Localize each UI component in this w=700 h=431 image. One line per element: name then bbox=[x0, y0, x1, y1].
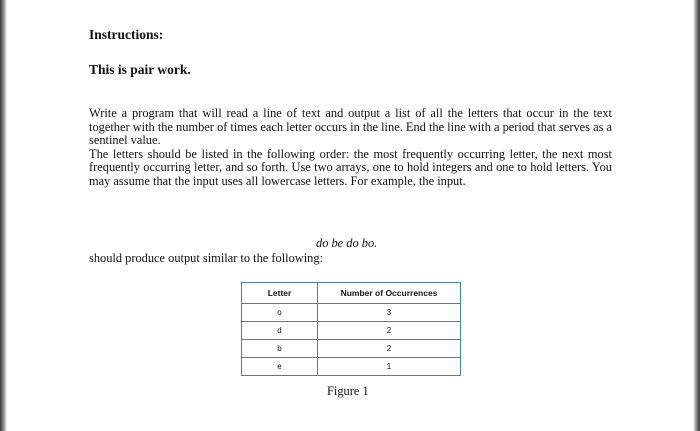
followup-text: should produce output similar to the following: bbox=[89, 251, 324, 265]
count-cell: 3 bbox=[318, 304, 461, 322]
table-row bbox=[242, 340, 461, 358]
table-row bbox=[242, 358, 461, 376]
letter-cell: e bbox=[242, 358, 318, 376]
example-input: do be do bo. bbox=[316, 236, 378, 250]
right-page-edge bbox=[693, 0, 700, 431]
table-header-row bbox=[242, 283, 461, 304]
header-letter: Letter bbox=[242, 283, 318, 304]
paragraph-task: Write a program that will read a line of text and output a list of all the letters that occur in the text together with the number of times each letter occurs in the line. End the line with a period that serves as a sentinel value. bbox=[89, 106, 612, 148]
instructions-heading: Instructions: bbox=[89, 27, 164, 42]
letter-cell: b bbox=[242, 340, 318, 358]
count-cell: 2 bbox=[318, 322, 461, 340]
table-row bbox=[242, 304, 461, 322]
table-row bbox=[242, 322, 461, 340]
count-cell: 2 bbox=[318, 340, 461, 358]
left-page-edge bbox=[0, 0, 7, 431]
count-cell: 1 bbox=[318, 358, 461, 376]
letter-cell: d bbox=[242, 322, 318, 340]
instructions-body bbox=[89, 107, 612, 189]
figure-caption: Figure 1 bbox=[327, 384, 369, 398]
paragraph-ordering: The letters should be listed in the following order: the most frequently occurring letter, the next most frequently occurring letter, and so forth. Use two arrays, one to hold integers and one to hold letters. You may assume that the input uses all lowercase letters. For example, the input. bbox=[89, 146, 612, 188]
letter-cell: o bbox=[242, 304, 318, 322]
pair-work-heading: This is pair work. bbox=[89, 62, 191, 77]
header-occurrences: Number of Occurrences bbox=[318, 283, 461, 304]
occurrences-table bbox=[241, 282, 461, 376]
